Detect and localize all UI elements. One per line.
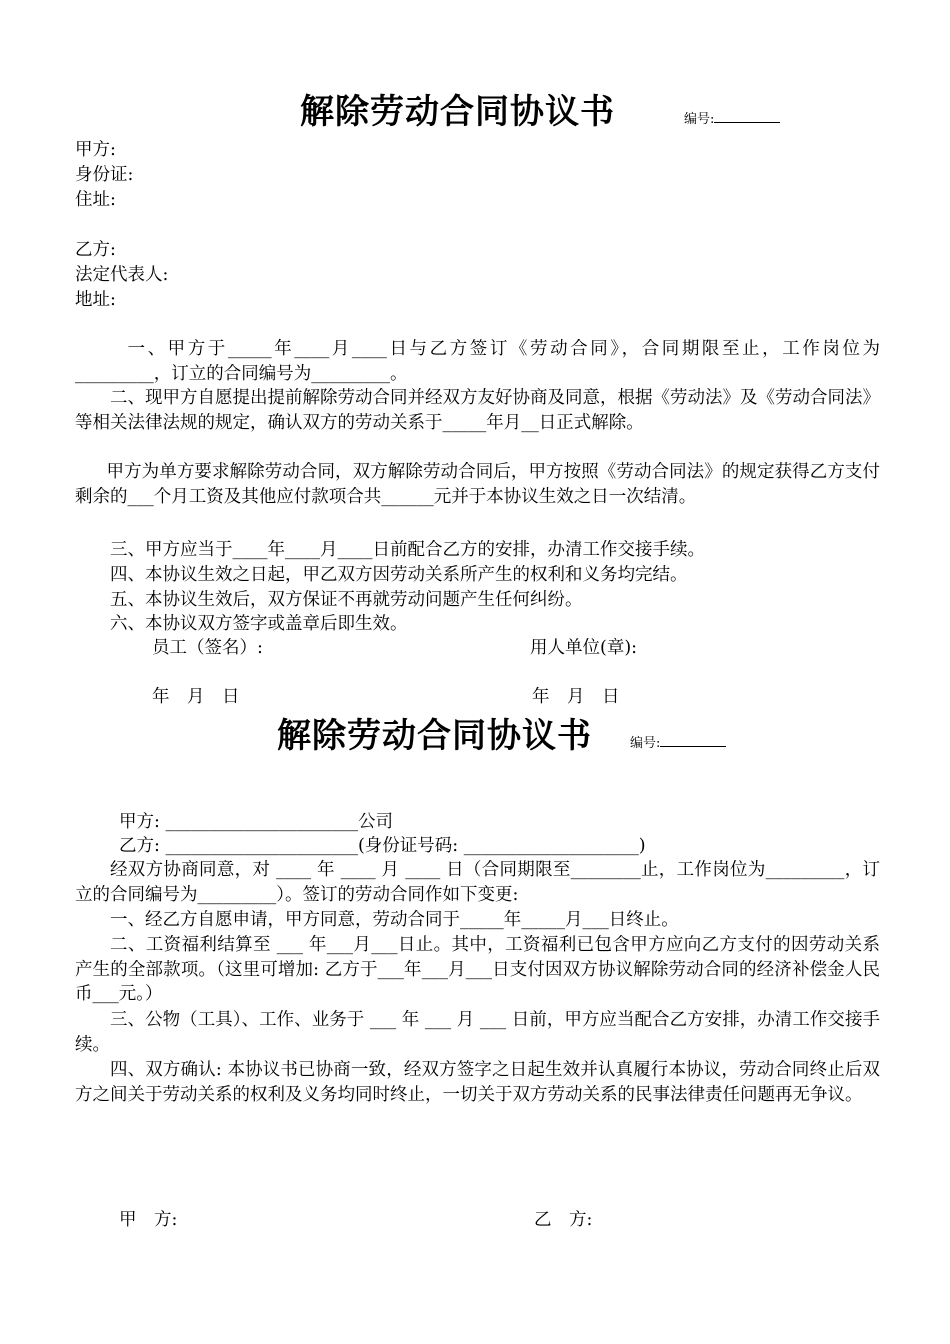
doc2-number <box>630 734 726 752</box>
doc1-sign-employer: 用人单位(章): <box>530 638 638 658</box>
doc1-address-b: 地址: <box>75 290 116 310</box>
doc1-clause6: 六、本协议双方签字或盖章后即生效。 <box>110 614 408 634</box>
doc2-clause4: 四、双方确认: 本协议书已协商一致，经双方签字之日起生效并认真履行本协议，劳动合同终止后双方之间关于劳动关系的权利及义务均同时终止，一切关于双方劳动关系的民事法律责任问题再无争议。 <box>75 1060 880 1105</box>
doc1-clause2b: 甲方为单方要求解除劳动合同，双方解除劳动合同后，甲方按照《劳动合同法》的规定获得乙方支付剩余的___个月工资及其他应付款项合共______元并于本协议生效之日一次结清。 <box>75 462 880 507</box>
doc1-title: 解除劳动合同协议书 <box>300 92 615 132</box>
doc2-number-line <box>660 734 726 747</box>
doc1-legal-rep: 法定代表人: <box>75 265 169 285</box>
doc1-sign-employee: 员工（签名）: <box>152 638 263 658</box>
doc2-sign-a: 甲 方: <box>119 1210 178 1230</box>
doc1-number-label: 编号: <box>684 112 715 127</box>
doc1-date-right: 年 月 日 <box>532 687 620 707</box>
doc2-party-a: 甲方: ______________________公司 <box>119 812 393 832</box>
doc1-address-a: 住址: <box>75 190 116 210</box>
doc1-party-b: 乙方: <box>75 240 116 260</box>
doc2-intro: 经双方协商同意，对 ____ 年 ____ 月 ____ 日（合同期限至________止，工作岗位为_________，订立的合同编号为_________）。签订的劳动合同作如下变更: <box>75 860 880 905</box>
doc2-sign-b: 乙 方: <box>534 1210 593 1230</box>
doc2-title: 解除劳动合同协议书 <box>277 716 592 756</box>
doc1-clause5: 五、本协议生效后，双方保证不再就劳动问题产生任何纠纷。 <box>110 590 583 610</box>
doc1-number-line <box>714 110 780 123</box>
doc2-number-label: 编号: <box>630 736 661 751</box>
doc2-clause2: 二、工资福利结算至 ___ 年___月___日止。其中，工资福利已包含甲方应向乙方支付的因劳动关系产生的全部款项。（这里可增加: 乙方于___年___月___日支付因双方协议解除劳动合同的经济补偿金人民币___元。） <box>75 935 880 1004</box>
doc1-clause2: 二、现甲方自愿提出提前解除劳动合同并经双方友好协商及同意，根据《劳动法》及《劳动合同法》等相关法律法规的规定，确认双方的劳动关系于_____年月__日正式解除。 <box>75 388 880 433</box>
doc1-clause3: 三、甲方应当于____年____月____日前配合乙方的安排，办清工作交接手续。 <box>110 540 705 560</box>
doc1-clause4: 四、本协议生效之日起，甲乙双方因劳动关系所产生的权利和义务均完结。 <box>110 565 688 585</box>
doc1-clause1: 一、甲方于_____年____月____日与乙方签订《劳动合同》，合同期限至止，工作岗位为_________，订立的合同编号为_________。 <box>75 339 880 384</box>
doc1-date-left: 年 月 日 <box>152 687 240 707</box>
doc2-clause3: 三、公物（工具）、工作、业务于 ___ 年 ___ 月 ___ 日前，甲方应当配合乙方安排，办清工作交接手续。 <box>75 1010 880 1055</box>
doc1-number <box>684 110 780 128</box>
doc1-party-a: 甲方: <box>75 140 116 160</box>
doc2-clause1: 一、经乙方自愿申请，甲方同意，劳动合同于_____年_____月___日终止。 <box>110 910 679 930</box>
doc1-id-card: 身份证: <box>75 165 134 185</box>
doc2-party-b: 乙方: ______________________(身份证号码: ____________________) <box>119 836 646 856</box>
